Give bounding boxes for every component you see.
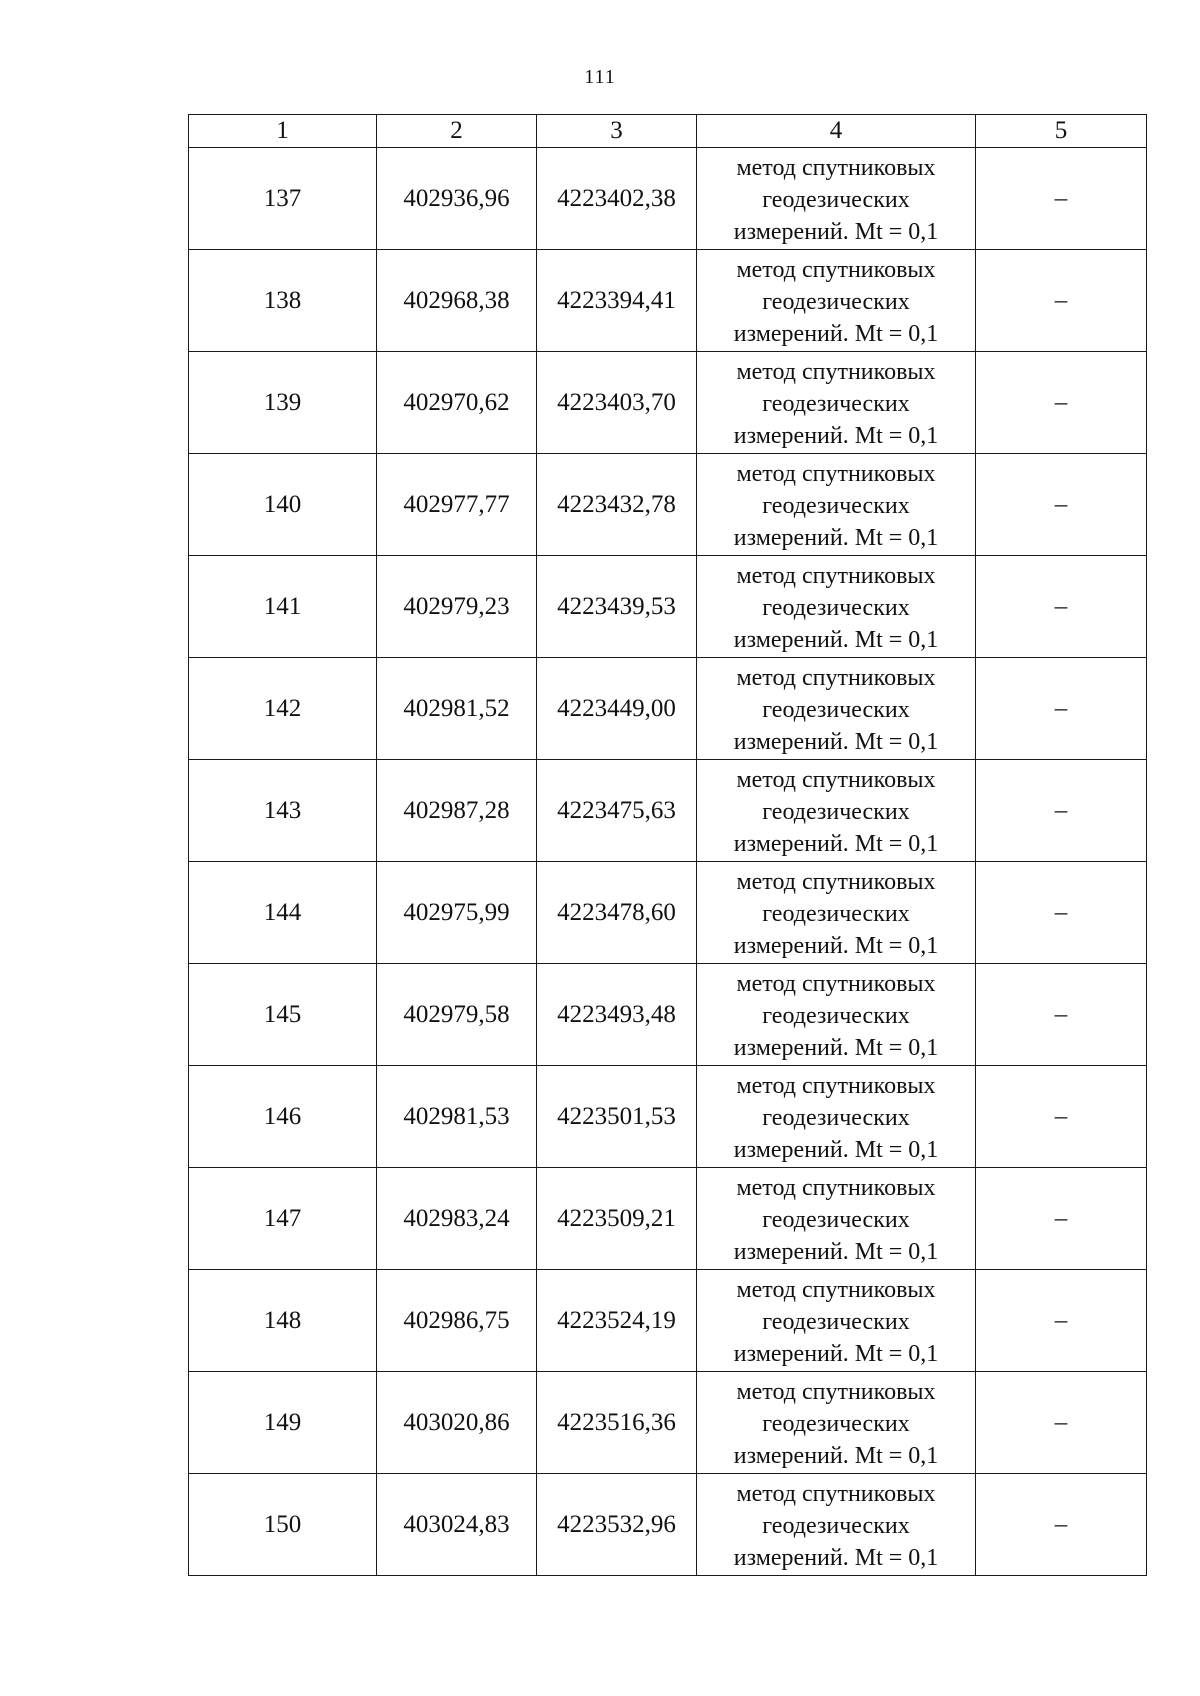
- x-coordinate-cell: 402977,77: [377, 454, 537, 556]
- method-line-2: геодезических: [762, 1308, 910, 1335]
- method-line-3: измерений. Mt = 0,1: [733, 1136, 939, 1163]
- x-coordinate-cell: 402981,52: [377, 658, 537, 760]
- point-number-cell: 145: [189, 964, 377, 1066]
- y-coordinate-cell: 4223509,21: [537, 1168, 697, 1270]
- description-cell: –: [976, 964, 1147, 1066]
- method-line-2: геодезических: [762, 1104, 910, 1131]
- x-coordinate-cell: 402970,62: [377, 352, 537, 454]
- description-cell: –: [976, 760, 1147, 862]
- method-line-3: измерений. Mt = 0,1: [733, 1442, 939, 1469]
- table-row: [189, 1066, 1147, 1168]
- description-cell: –: [976, 250, 1147, 352]
- x-coordinate-cell: 402975,99: [377, 862, 537, 964]
- header-col-4: 4: [697, 115, 976, 148]
- method-line-2: геодезических: [762, 1206, 910, 1233]
- method-line-1: метод спутниковых: [736, 868, 936, 895]
- method-cell: [697, 1168, 976, 1270]
- y-coordinate-cell: 4223402,38: [537, 148, 697, 250]
- method-line-3: измерений. Mt = 0,1: [733, 1340, 939, 1367]
- y-coordinate-cell: 4223493,48: [537, 964, 697, 1066]
- x-coordinate-cell: 402936,96: [377, 148, 537, 250]
- table-row: [189, 352, 1147, 454]
- method-line-2: геодезических: [762, 900, 910, 927]
- point-number-cell: 148: [189, 1270, 377, 1372]
- x-coordinate-cell: 402979,58: [377, 964, 537, 1066]
- header-col-5: 5: [976, 115, 1147, 148]
- description-cell: –: [976, 148, 1147, 250]
- y-coordinate-cell: 4223449,00: [537, 658, 697, 760]
- y-coordinate-cell: 4223532,96: [537, 1474, 697, 1576]
- point-number-cell: 149: [189, 1372, 377, 1474]
- method-line-1: метод спутниковых: [736, 664, 936, 691]
- x-coordinate-cell: 402981,53: [377, 1066, 537, 1168]
- point-number-cell: 143: [189, 760, 377, 862]
- page-number: 111: [584, 66, 616, 88]
- method-line-1: метод спутниковых: [736, 1378, 936, 1405]
- description-cell: –: [976, 1474, 1147, 1576]
- header-row: [189, 115, 1147, 148]
- table-row: [189, 148, 1147, 250]
- method-line-3: измерений. Mt = 0,1: [733, 1544, 939, 1571]
- method-line-1: метод спутниковых: [736, 1072, 936, 1099]
- method-line-1: метод спутниковых: [736, 154, 936, 181]
- method-line-3: измерений. Mt = 0,1: [733, 1238, 939, 1265]
- description-cell: –: [976, 1270, 1147, 1372]
- method-line-2: геодезических: [762, 696, 910, 723]
- method-line-1: метод спутниковых: [736, 562, 936, 589]
- description-cell: –: [976, 658, 1147, 760]
- point-number-cell: 146: [189, 1066, 377, 1168]
- y-coordinate-cell: 4223439,53: [537, 556, 697, 658]
- description-cell: –: [976, 454, 1147, 556]
- method-cell: [697, 556, 976, 658]
- table-header: [189, 115, 1147, 148]
- method-cell: [697, 1474, 976, 1576]
- point-number-cell: 137: [189, 148, 377, 250]
- method-cell: [697, 964, 976, 1066]
- point-number-cell: 138: [189, 250, 377, 352]
- y-coordinate-cell: 4223501,53: [537, 1066, 697, 1168]
- x-coordinate-cell: 402986,75: [377, 1270, 537, 1372]
- method-cell: [697, 1270, 976, 1372]
- method-line-3: измерений. Mt = 0,1: [733, 626, 939, 653]
- description-cell: –: [976, 1372, 1147, 1474]
- header-col-3: 3: [537, 115, 697, 148]
- point-number-cell: 147: [189, 1168, 377, 1270]
- method-line-3: измерений. Mt = 0,1: [733, 830, 939, 857]
- y-coordinate-cell: 4223403,70: [537, 352, 697, 454]
- y-coordinate-cell: 4223478,60: [537, 862, 697, 964]
- table-row: [189, 1474, 1147, 1576]
- table-row: [189, 1270, 1147, 1372]
- method-cell: [697, 658, 976, 760]
- method-line-1: метод спутниковых: [736, 766, 936, 793]
- method-line-3: измерений. Mt = 0,1: [733, 320, 939, 347]
- table-row: [189, 862, 1147, 964]
- y-coordinate-cell: 4223516,36: [537, 1372, 697, 1474]
- x-coordinate-cell: 403020,86: [377, 1372, 537, 1474]
- method-line-1: метод спутниковых: [736, 358, 936, 385]
- method-line-2: геодезических: [762, 492, 910, 519]
- table-row: [189, 1168, 1147, 1270]
- method-line-2: геодезических: [762, 288, 910, 315]
- coordinates-table-container: [188, 114, 1146, 1576]
- method-cell: [697, 1372, 976, 1474]
- point-number-cell: 139: [189, 352, 377, 454]
- point-number-cell: 141: [189, 556, 377, 658]
- method-line-3: измерений. Mt = 0,1: [733, 932, 939, 959]
- x-coordinate-cell: 402987,28: [377, 760, 537, 862]
- description-cell: –: [976, 862, 1147, 964]
- method-line-3: измерений. Mt = 0,1: [733, 728, 939, 755]
- header-col-1: 1: [189, 115, 377, 148]
- method-cell: [697, 148, 976, 250]
- table-row: [189, 250, 1147, 352]
- table-row: [189, 1372, 1147, 1474]
- method-line-3: измерений. Mt = 0,1: [733, 218, 939, 245]
- y-coordinate-cell: 4223524,19: [537, 1270, 697, 1372]
- coordinates-table: [188, 114, 1147, 1576]
- method-line-2: геодезических: [762, 1512, 910, 1539]
- method-line-2: геодезических: [762, 798, 910, 825]
- description-cell: –: [976, 556, 1147, 658]
- method-line-3: измерений. Mt = 0,1: [733, 524, 939, 551]
- x-coordinate-cell: 402979,23: [377, 556, 537, 658]
- table-row: [189, 454, 1147, 556]
- table-row: [189, 658, 1147, 760]
- method-line-3: измерений. Mt = 0,1: [733, 422, 939, 449]
- method-line-2: геодезических: [762, 390, 910, 417]
- method-line-1: метод спутниковых: [736, 1174, 936, 1201]
- method-cell: [697, 454, 976, 556]
- point-number-cell: 144: [189, 862, 377, 964]
- table-row: [189, 760, 1147, 862]
- y-coordinate-cell: 4223394,41: [537, 250, 697, 352]
- x-coordinate-cell: 403024,83: [377, 1474, 537, 1576]
- method-line-1: метод спутниковых: [736, 460, 936, 487]
- point-number-cell: 142: [189, 658, 377, 760]
- header-col-2: 2: [377, 115, 537, 148]
- method-line-2: геодезических: [762, 1002, 910, 1029]
- point-number-cell: 150: [189, 1474, 377, 1576]
- method-line-1: метод спутниковых: [736, 1276, 936, 1303]
- y-coordinate-cell: 4223475,63: [537, 760, 697, 862]
- method-cell: [697, 1066, 976, 1168]
- point-number-cell: 140: [189, 454, 377, 556]
- method-line-3: измерений. Mt = 0,1: [733, 1034, 939, 1061]
- x-coordinate-cell: 402983,24: [377, 1168, 537, 1270]
- method-line-2: геодезических: [762, 186, 910, 213]
- method-line-1: метод спутниковых: [736, 970, 936, 997]
- method-cell: [697, 862, 976, 964]
- method-cell: [697, 250, 976, 352]
- table-row: [189, 964, 1147, 1066]
- y-coordinate-cell: 4223432,78: [537, 454, 697, 556]
- method-line-2: геодезических: [762, 1410, 910, 1437]
- method-line-1: метод спутниковых: [736, 256, 936, 283]
- table-row: [189, 556, 1147, 658]
- method-cell: [697, 352, 976, 454]
- description-cell: –: [976, 352, 1147, 454]
- x-coordinate-cell: 402968,38: [377, 250, 537, 352]
- method-line-2: геодезических: [762, 594, 910, 621]
- method-cell: [697, 760, 976, 862]
- method-line-1: метод спутниковых: [736, 1480, 936, 1507]
- description-cell: –: [976, 1168, 1147, 1270]
- table-body: [189, 148, 1147, 1576]
- description-cell: –: [976, 1066, 1147, 1168]
